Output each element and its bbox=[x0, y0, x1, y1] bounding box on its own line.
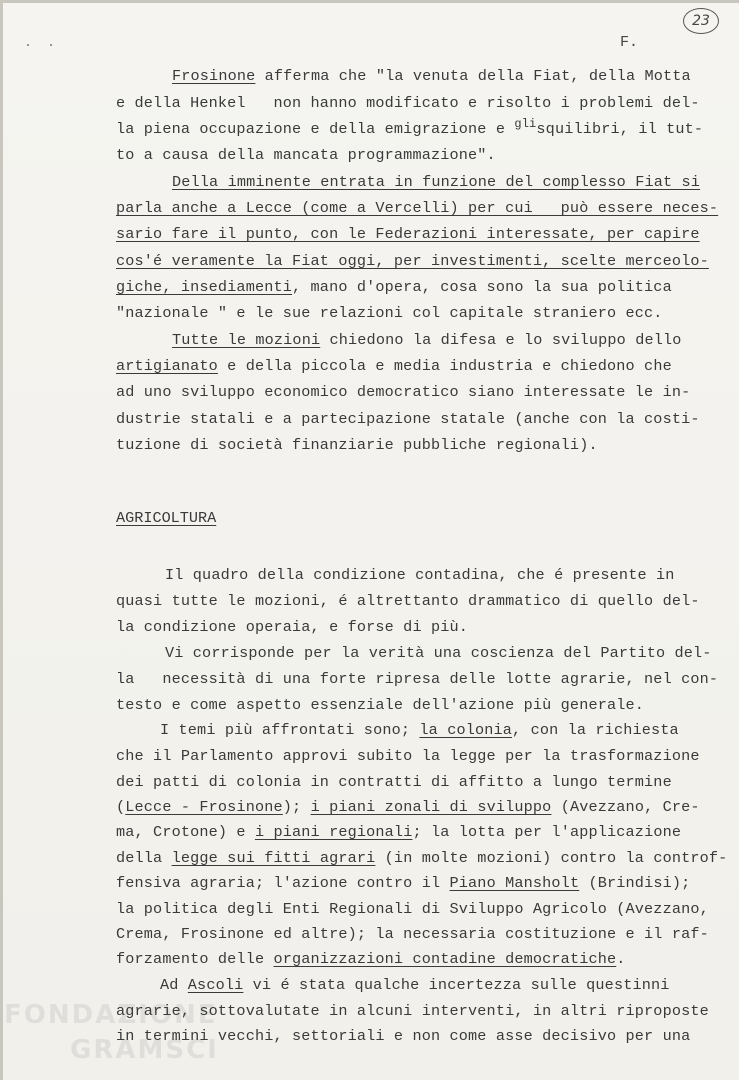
text-line: la condizione operaia, e forse di più. bbox=[116, 618, 469, 636]
text-line: tuzione di società finanziarie pubbliche regionali). bbox=[116, 436, 598, 454]
text-line: in termini vecchi, settoriali e non come asse decisivo per una bbox=[116, 1027, 691, 1045]
underlined-text: cos'é veramente la Fiat oggi, per investimenti, scelte merceolo- bbox=[116, 252, 709, 270]
underlined-text: la colonia bbox=[419, 721, 513, 739]
text-line: fensiva agraria; l'azione contro il Piano Mansholt (Brindisi); bbox=[116, 874, 691, 892]
text-line: Tutte le mozioni chiedono la difesa e lo sviluppo dello bbox=[172, 331, 682, 349]
underlined-text: legge sui fitti agrari bbox=[171, 849, 376, 867]
underlined-text: i piani regionali bbox=[254, 823, 413, 841]
underlined-text: organizzazioni contadine democratiche bbox=[273, 950, 617, 968]
scan-edge-left bbox=[0, 0, 3, 1080]
page-number: 23 bbox=[683, 8, 719, 34]
text-line: della legge sui fitti agrari (in molte mozioni) contro la controf- bbox=[116, 849, 728, 867]
text-line: Il quadro della condizione contadina, che é presente in bbox=[165, 566, 675, 584]
underlined-text: i piani zonali di sviluppo bbox=[310, 798, 552, 816]
text-line: Ad Ascoli vi é stata qualche incertezza sulle questinni bbox=[160, 976, 670, 994]
text-line bbox=[116, 251, 709, 271]
text-line: "nazionale " e le sue relazioni col capitale straniero ecc. bbox=[116, 304, 663, 322]
text-line: la piena occupazione e della emigrazione e $^{gli}$squilibri, il tut- bbox=[116, 117, 704, 138]
scan-speck bbox=[27, 44, 29, 46]
text-line: la politica degli Enti Regionali di Sviluppo Agricolo (Avezzano, bbox=[116, 900, 709, 918]
text-line: ad uno sviluppo economico democratico siano interessate le in- bbox=[116, 383, 691, 401]
text-line bbox=[172, 172, 700, 192]
underlined-text: Lecce - Frosinone bbox=[125, 798, 283, 816]
text-line bbox=[116, 198, 718, 218]
text-line: I temi più affrontati sono; la colonia, con la richiesta bbox=[160, 721, 679, 739]
text-line: e della Henkel non hanno modificato e risolto i problemi del- bbox=[116, 94, 700, 112]
text-line: dustrie statali e a partecipazione statale (anche con la costi- bbox=[116, 410, 700, 428]
underlined-text: artigianato bbox=[116, 357, 218, 375]
text-line: ma, Crotone) e i piani regionali; la lotta per l'applicazione bbox=[116, 823, 682, 841]
handwritten-insertion: gli bbox=[514, 117, 537, 131]
text-line: quasi tutte le mozioni, é altrettanto drammatico di quello del- bbox=[116, 592, 700, 610]
text-line: (Lecce - Frosinone); i piani zonali di sviluppo (Avezzano, Cre- bbox=[116, 798, 700, 816]
text-line: to a causa della mancata programmazione". bbox=[116, 146, 496, 164]
text-line: che il Parlamento approvi subito la legge per la trasformazione bbox=[116, 747, 700, 765]
text-line: giche, insediamenti, mano d'opera, cosa sono la sua politica bbox=[116, 278, 672, 296]
text-line: testo e come aspetto essenziale dell'azione più generale. bbox=[116, 696, 645, 714]
section-heading: AGRICOLTURA bbox=[116, 509, 217, 527]
section-letter: F. bbox=[620, 34, 639, 51]
underlined-text: Della imminente entrata in funzione del complesso Fiat si bbox=[172, 173, 701, 191]
underlined-text: sario fare il punto, con le Federazioni interessate, per capire bbox=[116, 225, 700, 243]
text-line: dei patti di colonia in contratti di affitto a lungo termine bbox=[116, 773, 672, 791]
underlined-text: parla anche a Lecce (come a Vercelli) per cui può essere neces- bbox=[116, 199, 719, 217]
text-line: artigianato e della piccola e media industria e chiedono che bbox=[116, 357, 672, 375]
text-line: Frosinone afferma che "la venuta della Fiat, della Motta bbox=[172, 67, 691, 85]
watermark-line1: FONDAZIONE bbox=[4, 1000, 218, 1030]
text-line: Vi corrisponde per la verità una coscienza del Partito del- bbox=[165, 644, 712, 662]
text-line: la necessità di una forte ripresa delle lotte agrarie, nel con- bbox=[116, 670, 719, 688]
underlined-text: Piano Mansholt bbox=[449, 874, 580, 892]
text-line bbox=[116, 224, 700, 244]
underlined-text: Frosinone bbox=[172, 67, 256, 85]
watermark-line2: GRAMSCI bbox=[70, 1035, 219, 1065]
text-line: agrarie, sottovalutate in alcuni interventi, in altri riproposte bbox=[116, 1002, 709, 1020]
underlined-text: Ascoli bbox=[187, 976, 244, 994]
underlined-text: Tutte le mozioni bbox=[172, 331, 321, 349]
scan-edge-top bbox=[0, 0, 739, 3]
scan-speck bbox=[50, 44, 52, 46]
text-line: Crema, Frosinone ed altre); la necessaria costituzione e il raf- bbox=[116, 925, 709, 943]
underlined-text: giche, insediamenti bbox=[116, 278, 293, 296]
text-line: forzamento delle organizzazioni contadine democratiche. bbox=[116, 950, 626, 968]
